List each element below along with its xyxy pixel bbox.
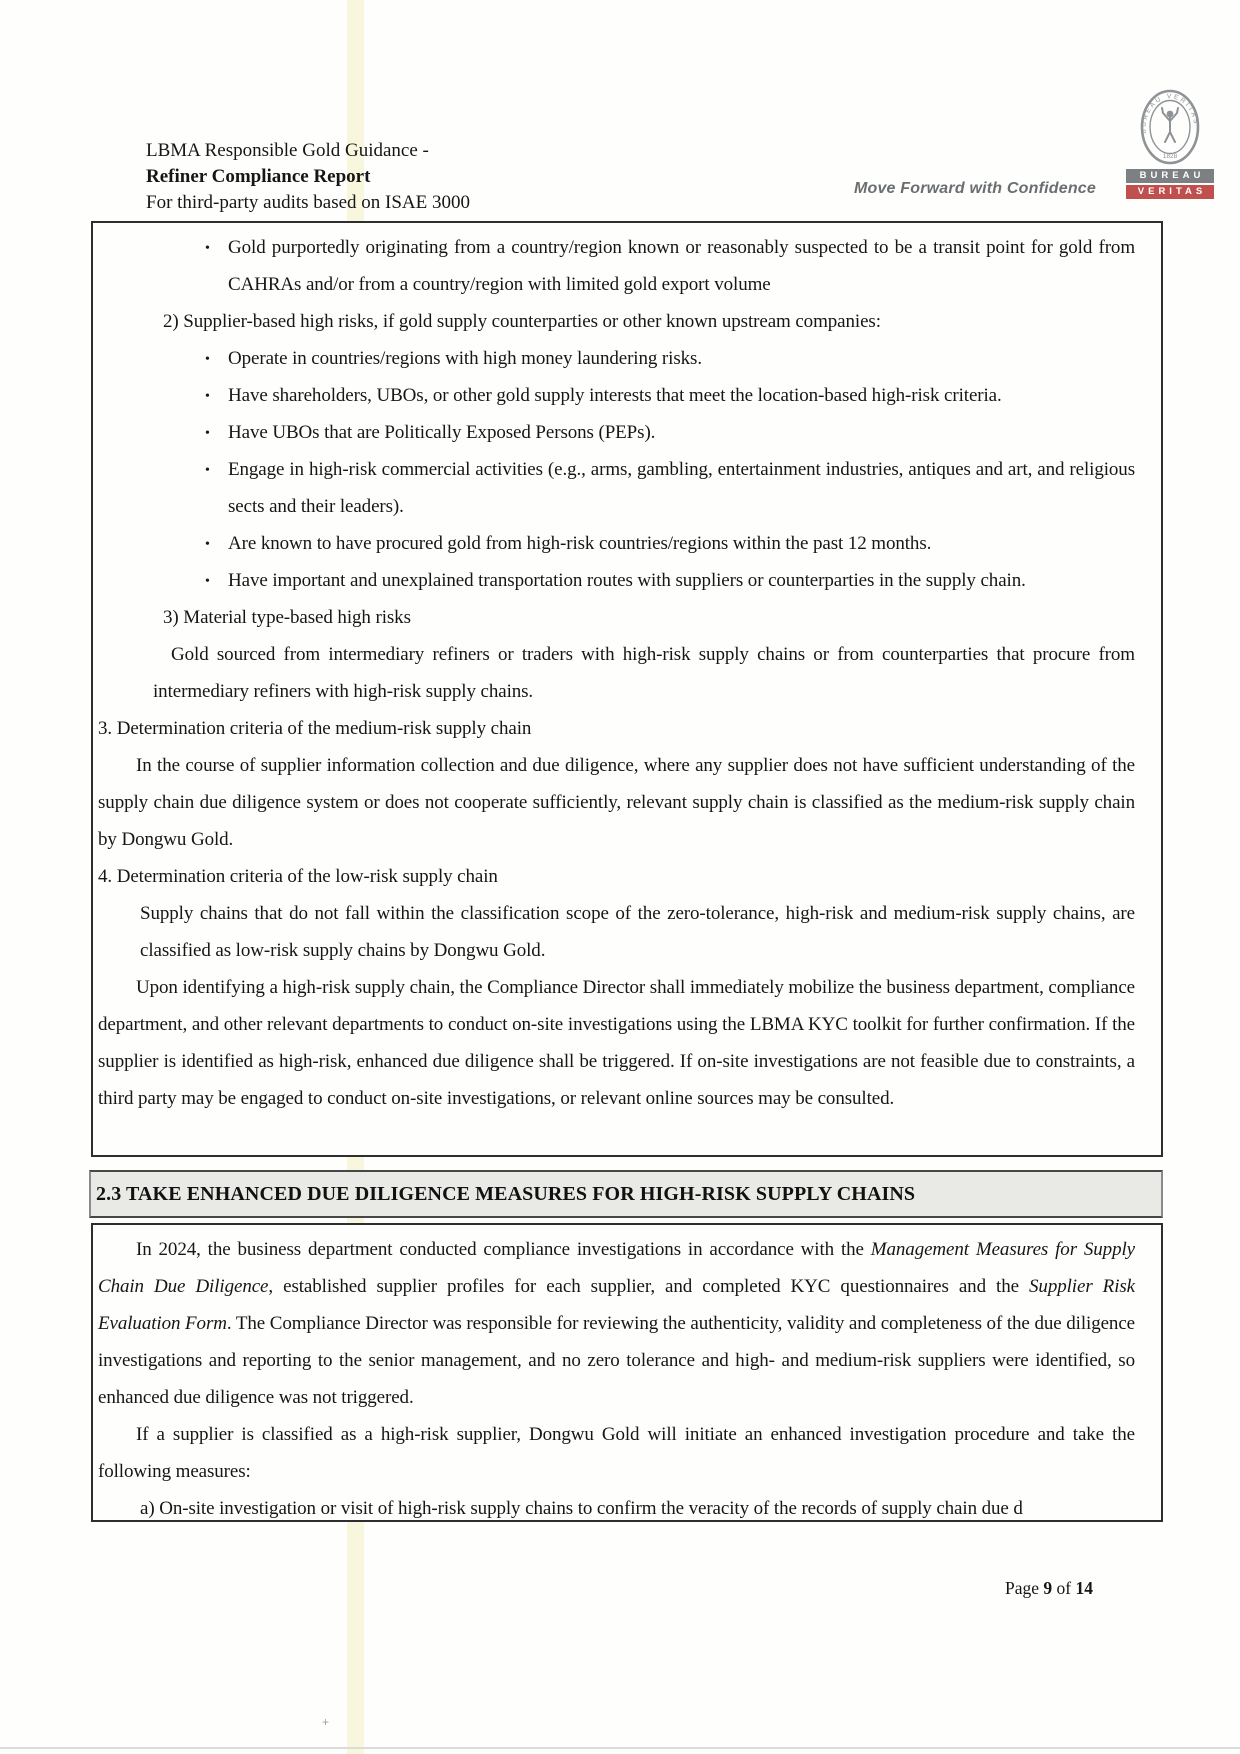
page-current: 9 <box>1043 1578 1053 1598</box>
text-line: 2) Supplier-based high risks, if gold supply counterparties or other known upstream companies: <box>163 311 881 332</box>
text-line: 3. Determination criteria of the medium-risk supply chain <box>98 718 532 739</box>
svg-text:1828: 1828 <box>1162 153 1178 160</box>
of-word: of <box>1052 1578 1076 1598</box>
bullet-icon: • <box>205 574 210 589</box>
scan-plus-artifact: + <box>322 1715 330 1729</box>
bullet-icon: • <box>205 463 210 478</box>
text-line: Gold sourced from intermediary refiners or traders with high-risk supply chains or from counterparties that procure from intermediary refiners with high-risk supply chains. <box>153 644 1135 702</box>
text-line: 4. Determination criteria of the low-risk supply chain <box>98 866 498 887</box>
bullet-icon: • <box>205 537 210 552</box>
bullet-item: • Engage in high-risk commercial activities (e.g., arms, gambling, entertainment industries, antiques and art, and religious sects and their leaders). <box>98 451 1135 525</box>
bullet-icon: • <box>205 352 210 367</box>
header-line-guidance: LBMA Responsible Gold Guidance - <box>146 140 429 161</box>
page-total: 14 <box>1075 1578 1093 1598</box>
header-line-audit-basis: For third-party audits based on ISAE 3000 <box>146 192 471 213</box>
section-2-3-title: 2.3 TAKE ENHANCED DUE DILIGENCE MEASURES FOR HIGH-RISK SUPPLY CHAINS <box>96 1183 916 1205</box>
text-line: In the course of supplier information collection and due diligence, where any supplier does not have sufficient understanding of the supply chain due diligence system or does not cooperate sufficiently, relevant supply chain is classified as the medium-risk supply chain by Dongwu Gold. <box>98 755 1135 850</box>
text-line: If a supplier is classified as a high-risk supplier, Dongwu Gold will initiate an enhanced investigation procedure and take the following measures: <box>98 1424 1135 1482</box>
page-number <box>1005 1578 1093 1599</box>
risk-criteria-box <box>91 221 1163 1157</box>
text-line: In 2024, the business department conducted compliance investigations in accordance with the Management Measures for Supply Chain Due Diligence, established supplier profiles for each supplier, and completed KYC questionnaires and the Supplier Risk Evaluation Form. The Compliance Director was responsible for reviewing the authenticity, validity and completeness of the due diligence investigations and reporting to the senior management, and no zero tolerance and high- and medium-risk suppliers were identified, so enhanced due diligence was not triggered. <box>98 1239 1135 1408</box>
bullet-icon: • <box>205 241 210 256</box>
svg-text:BUREAU VERITAS: BUREAU VERITAS <box>1140 93 1200 134</box>
bullet-icon: • <box>205 389 210 404</box>
text-line: Upon identifying a high-risk supply chain, the Compliance Director shall immediately mobilize the business department, compliance department, and other relevant departments to conduct on-site investigations using the LBMA KYC toolkit for further confirmation. If the supplier is identified as high-risk, enhanced due diligence shall be triggered. If on-site investigations are not feasible due to constraints, a third party may be engaged to conduct on-site investigations, or relevant online sources may be consulted. <box>98 977 1135 1109</box>
bullet-item: • Operate in countries/regions with high money laundering risks. <box>98 340 1135 377</box>
bureau-veritas-emblem-icon <box>1139 88 1201 166</box>
bullet-item: • Have shareholders, UBOs, or other gold supply interests that meet the location-based high-risk criteria. <box>98 377 1135 414</box>
bullet-icon: • <box>205 426 210 441</box>
bullet-item: • Gold purportedly originating from a country/region known or reasonably suspected to be a transit point for gold from CAHRAs and/or from a country/region with limited gold export volume <box>98 229 1135 303</box>
box1-content <box>98 229 1135 1117</box>
logo-bureau-bar: BUREAU <box>1126 169 1214 183</box>
enhanced-due-diligence-box <box>91 1223 1163 1522</box>
scan-bottom-line-artifact <box>0 1747 1240 1749</box>
box2-content <box>98 1231 1135 1522</box>
bullet-item: • Have important and unexplained transportation routes with suppliers or counterparties in the supply chain. <box>98 562 1135 599</box>
bullet-item: • Are known to have procured gold from high-risk countries/regions within the past 12 months. <box>98 525 1135 562</box>
page-word: Page <box>1005 1578 1044 1598</box>
header-line-report-title: Refiner Compliance Report <box>146 166 371 187</box>
bullet-item: • Have UBOs that are Politically Exposed Persons (PEPs). <box>98 414 1135 451</box>
text-line: Supply chains that do not fall within the classification scope of the zero-tolerance, high-risk and medium-risk supply chains, are classified as low-risk supply chains by Dongwu Gold. <box>140 903 1135 961</box>
section-2-3-header-bar <box>89 1170 1163 1218</box>
text-line: a) On-site investigation or visit of high-risk supply chains to confirm the veracity of the records of supply chain due d <box>140 1498 1023 1519</box>
brand-slogan: Move Forward with Confidence <box>853 180 1096 197</box>
text-line: 3) Material type-based high risks <box>163 607 411 628</box>
bureau-veritas-logo <box>1126 88 1214 201</box>
logo-veritas-bar: VERITAS <box>1126 185 1214 199</box>
report-header <box>146 138 470 216</box>
